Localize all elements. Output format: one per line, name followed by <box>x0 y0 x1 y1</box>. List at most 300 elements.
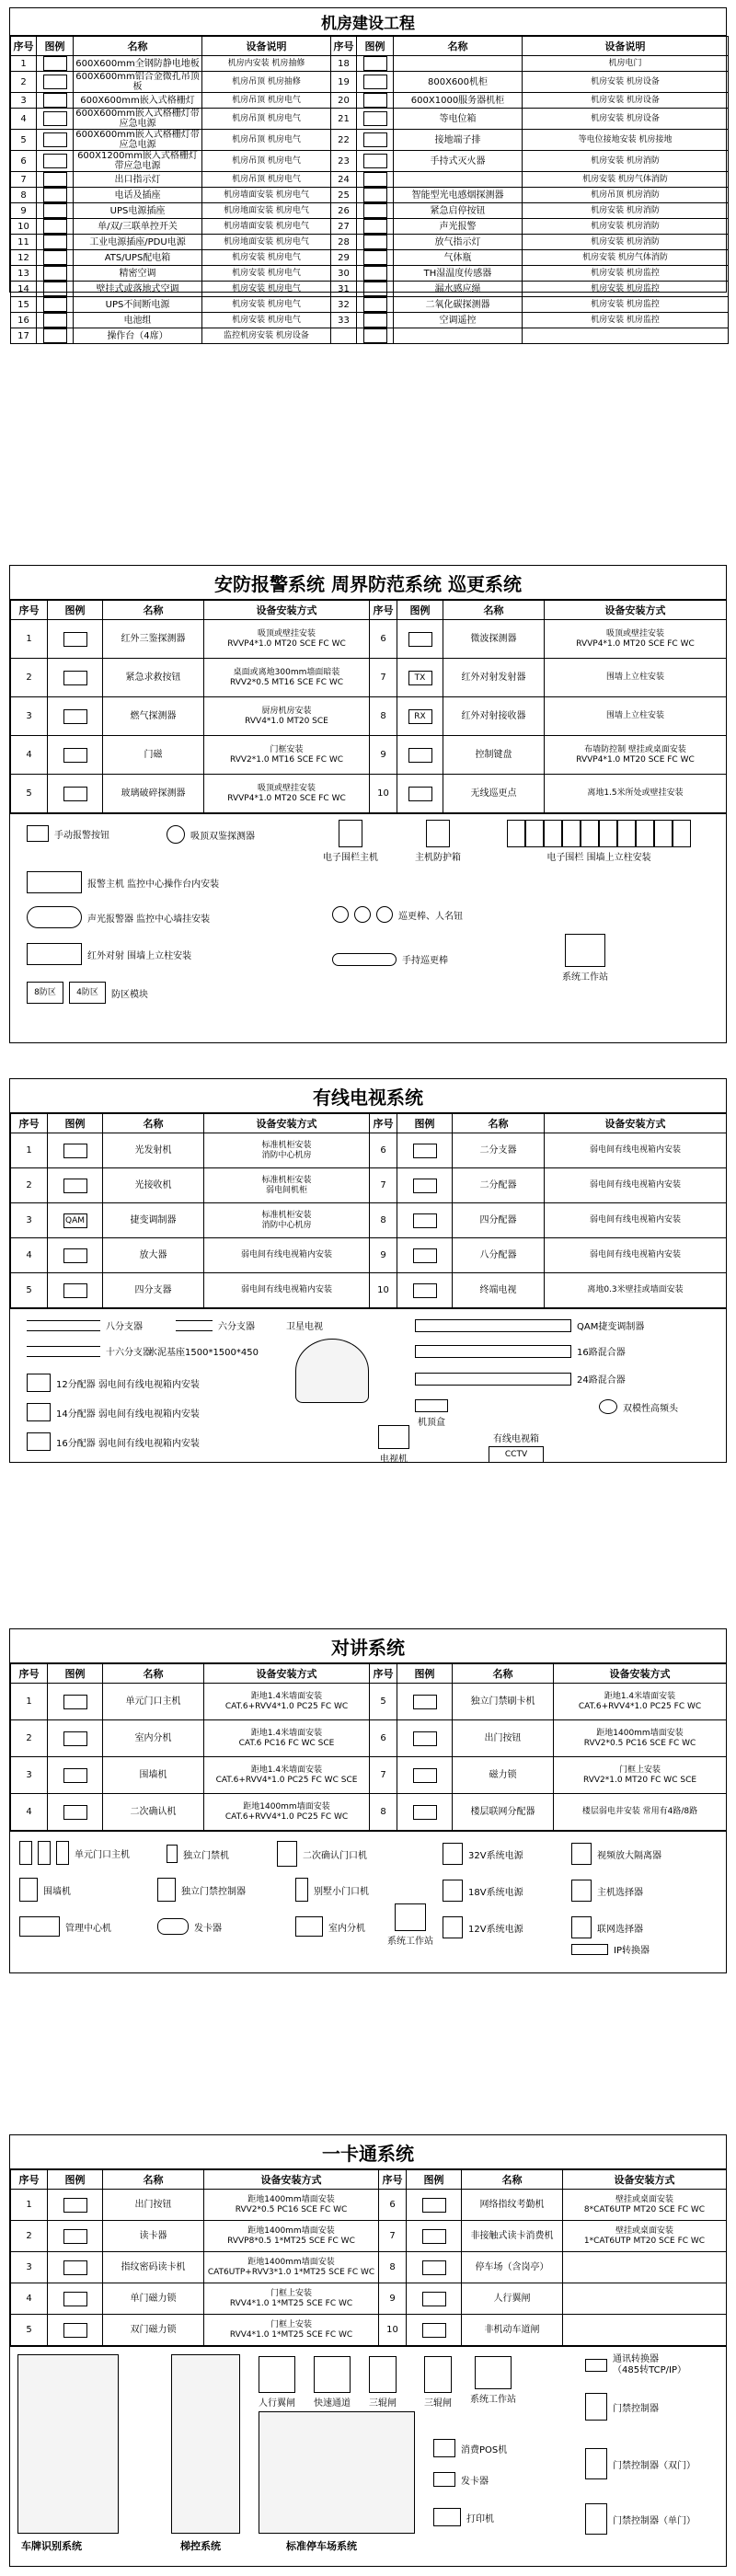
row-number: 1 <box>11 2190 48 2221</box>
column-header: 序号 <box>370 601 397 620</box>
device-symbol-icon <box>43 172 67 187</box>
device-symbol-icon <box>43 235 67 249</box>
row-number: 6 <box>379 2190 407 2221</box>
row-number: 27 <box>331 219 357 235</box>
device-name: 漏水感应绳 <box>394 282 523 297</box>
legend-symbol-cell <box>357 282 394 297</box>
legend-ip-converter <box>571 1942 650 1956</box>
legend-16-mixer <box>415 1344 626 1358</box>
sheet-title: 一卡通系统 <box>10 2135 726 2169</box>
legend-8-tap <box>27 1318 143 1332</box>
siren-icon <box>27 906 82 928</box>
zone-module-icon: 8防区 <box>27 982 63 1004</box>
table-row <box>11 172 729 188</box>
device-symbol-icon <box>63 671 87 685</box>
device-name: 终端电视 <box>453 1273 545 1308</box>
legend-symbol-cell <box>48 736 103 775</box>
device-name: 楼层联网分配器 <box>453 1794 554 1831</box>
table-header <box>11 601 727 620</box>
mgmt-center-icon <box>19 1916 60 1937</box>
sheet-title: 机房建设工程 <box>10 8 726 36</box>
sheet-security-alarm <box>9 565 727 1043</box>
device-symbol-icon <box>63 1283 87 1298</box>
beam-icon <box>27 943 82 965</box>
column-header: 序号 <box>11 1664 48 1684</box>
ceiling-detector-icon <box>167 825 185 844</box>
legend-label: 围墙机 <box>43 1886 71 1897</box>
legend-symbol-cell <box>48 697 103 736</box>
legend-printer <box>433 2508 494 2526</box>
legend-label: 单元门口主机 <box>75 1849 130 1860</box>
table-row <box>11 659 727 697</box>
device-symbol-icon <box>43 56 67 71</box>
row-number: 2 <box>11 72 37 93</box>
legend-label: IP转换器 <box>614 1946 650 1956</box>
row-number: 24 <box>331 172 357 188</box>
device-symbol-icon <box>422 2323 446 2338</box>
column-header: 序号 <box>370 1114 397 1133</box>
legend-label: 18V系统电源 <box>468 1887 523 1898</box>
device-name <box>394 328 523 344</box>
elevator-control-picture <box>171 2354 240 2534</box>
table-row <box>11 313 729 328</box>
device-name: 声光报警 <box>394 219 523 235</box>
parking-system-picture <box>259 2411 415 2534</box>
device-symbol-icon: TX <box>408 671 432 685</box>
row-number: 28 <box>331 235 357 250</box>
install-method: 吸顶或壁挂安装 RVVP4*1.0 MT20 SCE FC WC <box>204 620 370 659</box>
row-number: 13 <box>11 266 37 282</box>
zone-module-icon: 4防区 <box>69 982 106 1004</box>
table-row <box>11 2221 727 2252</box>
legend-label: 八分支器 <box>106 1322 143 1332</box>
legend-symbol-cell <box>48 1203 103 1238</box>
legend-ceiling-detector <box>167 825 255 844</box>
ip-converter-icon <box>571 1944 608 1955</box>
device-name: 紧急求救按钮 <box>103 659 204 697</box>
install-method: 标准机柜安装 消防中心机房 <box>204 1133 370 1168</box>
host-box-icon <box>426 820 450 847</box>
legend-symbol-cell <box>48 1720 103 1757</box>
row-number: 33 <box>331 313 357 328</box>
table-row <box>11 328 729 344</box>
legend-qam <box>415 1318 644 1332</box>
install-method: 弱电间有线电视箱内安装 <box>204 1273 370 1308</box>
legend-symbol-cell <box>397 1684 453 1720</box>
wall-unit-icon <box>19 1878 38 1902</box>
device-symbol-icon <box>63 2229 87 2244</box>
column-header: 名称 <box>453 1664 554 1684</box>
equipment-table <box>10 1663 727 1831</box>
legend-label: 16路混合器 <box>577 1348 626 1358</box>
row-number: 10 <box>379 2315 407 2346</box>
row-number: 29 <box>331 250 357 266</box>
legend-workstation <box>562 934 608 983</box>
device-symbol-icon <box>63 709 87 724</box>
row-number: 1 <box>11 620 48 659</box>
legend-label: 二次确认门口机 <box>303 1850 367 1861</box>
set-top-box-icon <box>415 1399 448 1412</box>
printer-icon <box>433 2508 461 2526</box>
install-method: 壁挂或桌面安装 8*CAT6UTP MT20 SCE FC WC <box>563 2190 727 2221</box>
install-method: 距地1400mm墙面安装 RVV2*0.5 PC16 SCE FC WC <box>204 2190 379 2221</box>
column-header: 图例 <box>357 37 394 56</box>
column-header: 图例 <box>397 1114 453 1133</box>
legend-caption: 标准停车场系统 <box>286 2540 357 2552</box>
row-number <box>331 328 357 344</box>
device-name: 围墙机 <box>103 1757 204 1794</box>
legend-wing-gate <box>259 2356 295 2409</box>
device-name: 指纹密码读卡机 <box>103 2252 204 2283</box>
device-symbol-icon <box>413 1695 437 1709</box>
device-name: 门磁 <box>103 736 204 775</box>
legend-symbol-cell <box>37 172 74 188</box>
legend-label: 吸顶双鉴探测器 <box>190 831 255 842</box>
column-header: 序号 <box>11 37 37 56</box>
legend-label: 主机防护箱 <box>415 853 461 863</box>
patrol-stick-icon <box>332 953 397 966</box>
row-number: 7 <box>379 2221 407 2252</box>
legend-unit-host <box>19 1841 130 1865</box>
install-method: 门框安装 RVV2*1.0 MT16 SCE FC WC <box>204 736 370 775</box>
install-method: 距地1.4米墙面安装 CAT.6+RVV4*1.0 PC25 FC WC <box>204 1684 370 1720</box>
device-symbol-icon <box>43 282 67 296</box>
legend-tv <box>378 1425 409 1465</box>
device-name: 600X600mm嵌入式格栅灯 <box>74 93 202 109</box>
legend-label: 手动报警按钮 <box>54 830 109 841</box>
install-method: 机房安装 机房设备 <box>523 72 729 93</box>
row-number: 3 <box>11 1757 48 1794</box>
install-method: 机房安装 机房电气 <box>202 282 331 297</box>
legend-alarm-host <box>27 871 219 893</box>
legend-label: 独立门禁控制器 <box>181 1886 246 1897</box>
legend-symbol-cell <box>48 2283 103 2315</box>
legend-16-splitter <box>27 1432 200 1451</box>
legend-manual-alarm <box>27 825 109 842</box>
access-controller-icon <box>585 2448 607 2479</box>
splitter-icon <box>27 1432 51 1451</box>
device-name: 放大器 <box>103 1238 204 1273</box>
legend-12-splitter <box>27 1374 200 1392</box>
column-header: 设备安装方式 <box>545 601 727 620</box>
install-method: 机房吊顶 机房电气 <box>202 130 331 151</box>
sheet-server-room <box>9 7 727 341</box>
device-symbol-icon <box>63 632 87 647</box>
device-name: UPS电源插座 <box>74 203 202 219</box>
device-name: 600X600mm全钢防静电地板 <box>74 56 202 72</box>
column-header: 设备说明 <box>202 37 331 56</box>
legend-symbol-cell <box>37 219 74 235</box>
legend-18v <box>443 1880 523 1902</box>
install-method: 机房安装 机房消防 <box>523 235 729 250</box>
row-number: 3 <box>11 2252 48 2283</box>
device-name: TH湿温度传感器 <box>394 266 523 282</box>
table-row <box>11 2315 727 2346</box>
install-method: 弱电间有线电视箱内安装 <box>545 1203 727 1238</box>
row-number: 7 <box>11 172 37 188</box>
splitter-icon <box>27 1374 51 1392</box>
table-header <box>11 37 729 56</box>
device-symbol-icon <box>422 2229 446 2244</box>
mixer-icon <box>415 1373 571 1386</box>
legend-symbol-cell <box>407 2283 462 2315</box>
device-name: 手持式灭火器 <box>394 151 523 172</box>
install-method: 机房安装 机房电气 <box>202 250 331 266</box>
row-number: 2 <box>11 2221 48 2252</box>
table-row <box>11 697 727 736</box>
install-method: 弱电间有线电视箱内安装 <box>204 1238 370 1273</box>
door-station-icon <box>38 1841 51 1865</box>
device-symbol-icon <box>413 1213 437 1228</box>
legend-symbol-cell <box>48 1133 103 1168</box>
legend-symbol-cell <box>397 1168 453 1203</box>
legend-symbol-cell <box>48 2315 103 2346</box>
power-supply-icon <box>443 1880 463 1902</box>
device-name: 放气指示灯 <box>394 235 523 250</box>
device-symbol-icon <box>363 297 387 312</box>
legend-tripod-2 <box>424 2356 452 2409</box>
install-method: 机房安装 机房消防 <box>523 203 729 219</box>
legend-symbol-cell <box>397 620 443 659</box>
row-number: 8 <box>370 1794 397 1831</box>
row-number: 3 <box>11 1203 48 1238</box>
speed-gate-icon <box>314 2356 351 2393</box>
row-number: 5 <box>11 1273 48 1308</box>
install-method: 机房安装 机房设备 <box>523 93 729 109</box>
device-symbol-icon <box>413 1248 437 1263</box>
satellite-dish-icon <box>295 1339 369 1403</box>
legend-label: 别墅小门口机 <box>314 1886 369 1897</box>
legend-host-box <box>415 820 461 863</box>
qam-modulator-icon <box>415 1319 571 1332</box>
legend-symbol-cell <box>37 72 74 93</box>
column-header: 名称 <box>103 601 204 620</box>
device-name: 室内分机 <box>103 1720 204 1757</box>
install-method: 机房墙面安装 机房电气 <box>202 188 331 203</box>
install-method: 机房吊顶 机房电气 <box>202 172 331 188</box>
device-name: 单/双/三联单控开关 <box>74 219 202 235</box>
column-header: 名称 <box>462 2170 563 2190</box>
device-name: ATS/UPS配电箱 <box>74 250 202 266</box>
install-method: 机房安装 机房监控 <box>523 282 729 297</box>
row-number: 21 <box>331 109 357 130</box>
column-header: 图例 <box>37 37 74 56</box>
legend-symbol-cell <box>48 1168 103 1203</box>
install-method: 机房内安装 机房抽修 <box>202 56 331 72</box>
legend-card-issuer <box>157 1918 222 1935</box>
legend-symbol-cell <box>397 736 443 775</box>
device-symbol-icon <box>63 1805 87 1820</box>
install-method: 机房安装 机房电气 <box>202 297 331 313</box>
legend-label: 通讯转换器 （485转TCP/IP） <box>613 2354 686 2375</box>
legend-symbol-cell <box>48 2190 103 2221</box>
legend-label: 红外对射 围墙上立柱安装 <box>87 950 192 961</box>
column-header: 图例 <box>397 1664 453 1684</box>
legend-label: 三辊闸 <box>369 2398 397 2409</box>
sheet-title: 有线电视系统 <box>10 1079 726 1113</box>
device-name: 磁力锁 <box>453 1757 554 1794</box>
door-station-icon <box>56 1841 69 1865</box>
door-station-icon <box>19 1841 32 1865</box>
install-method: 机房地面安装 机房电气 <box>202 235 331 250</box>
legend-beam <box>27 943 191 965</box>
device-name: 网络指纹考勤机 <box>462 2190 563 2221</box>
device-symbol-icon <box>363 328 387 343</box>
device-name: 操作台（4席） <box>74 328 202 344</box>
legend-symbol-cell <box>37 328 74 344</box>
device-symbol-icon <box>363 188 387 202</box>
device-name: 壁挂式或落地式空调 <box>74 282 202 297</box>
legend-symbol-cell <box>48 620 103 659</box>
row-number: 20 <box>331 93 357 109</box>
device-name: 红外对射接收器 <box>443 697 545 736</box>
device-name: 600X600mm铝合金微孔吊顶板 <box>74 72 202 93</box>
tripod-turnstile-icon <box>424 2356 452 2393</box>
device-name: 600X1000服务器机柜 <box>394 93 523 109</box>
legend-label: 发卡器 <box>461 2476 489 2487</box>
row-number: 4 <box>11 736 48 775</box>
tap-icon <box>176 1320 213 1331</box>
legend-symbol-cell <box>357 172 394 188</box>
device-symbol-icon <box>413 1179 437 1193</box>
legend-symbol-cell <box>397 1133 453 1168</box>
column-header: 序号 <box>11 1114 48 1133</box>
access-controller-icon <box>157 1878 176 1902</box>
device-symbol-icon <box>63 1248 87 1263</box>
device-symbol-icon <box>43 93 67 108</box>
table-row <box>11 282 729 297</box>
legend-16-tap <box>27 1344 152 1358</box>
install-method: 离地1.5米所处或壁挂安装 <box>545 775 727 813</box>
legend-24-mixer <box>415 1372 626 1386</box>
device-symbol-icon <box>63 787 87 801</box>
legend-symbol-cell <box>357 93 394 109</box>
plate-recognition-picture <box>17 2354 119 2534</box>
legend-symbol-cell <box>37 282 74 297</box>
legend-label: 水泥基座1500*1500*450 <box>148 1348 259 1358</box>
indoor-unit-icon <box>295 1916 323 1937</box>
legend-symbol-cell <box>37 297 74 313</box>
legend-symbol-cell <box>407 2252 462 2283</box>
device-name: 捷变调制器 <box>103 1203 204 1238</box>
device-symbol-icon <box>63 2292 87 2306</box>
device-symbol-icon <box>63 2323 87 2338</box>
row-number: 7 <box>370 1168 397 1203</box>
legend-label: 16分配器 弱电间有线电视箱内安装 <box>56 1438 200 1449</box>
install-method: 围墙上立柱安装 <box>545 697 727 736</box>
legend-caption: 车牌识别系统 <box>21 2540 82 2552</box>
install-method <box>563 2315 727 2346</box>
install-method: 机房吊顶 机房消防 <box>523 188 729 203</box>
legend-label: 打印机 <box>466 2513 494 2524</box>
legend-symbol-cell <box>407 2315 462 2346</box>
table-row <box>11 109 729 130</box>
device-name: 玻璃破碎探测器 <box>103 775 204 813</box>
install-method: 距地1.4米墙面安装 CAT.6 PC16 FC WC SCE <box>204 1720 370 1757</box>
legend-symbol-cell <box>357 56 394 72</box>
device-name: 出口指示灯 <box>74 172 202 188</box>
install-method: 吸顶或壁挂安装 RVVP4*1.0 MT20 SCE FC WC <box>204 775 370 813</box>
device-symbol-icon <box>43 297 67 312</box>
install-method: 弱电间有线电视箱内安装 <box>545 1238 727 1273</box>
row-number: 23 <box>331 151 357 172</box>
column-header: 名称 <box>103 2170 204 2190</box>
table-row <box>11 266 729 282</box>
legend-card-issuer <box>433 2472 489 2487</box>
row-number: 32 <box>331 297 357 313</box>
device-symbol-icon <box>43 132 67 147</box>
table-row <box>11 1720 727 1757</box>
device-name: 600X1200mm嵌入式格栅灯带应急电源 <box>74 151 202 172</box>
fence-icon <box>507 820 691 847</box>
table-row <box>11 1168 727 1203</box>
legend-label: 防区模块 <box>111 989 148 1000</box>
device-symbol-icon: QAM <box>63 1213 87 1228</box>
row-number: 9 <box>379 2283 407 2315</box>
tap-icon <box>27 1346 100 1357</box>
table-row <box>11 188 729 203</box>
legend-satellite <box>286 1318 323 1332</box>
device-symbol-icon <box>63 1731 87 1746</box>
device-symbol-icon <box>43 266 67 281</box>
legend-access-ctrl-single <box>585 2503 696 2535</box>
row-number: 14 <box>11 282 37 297</box>
row-number: 5 <box>11 130 37 151</box>
row-number: 5 <box>11 775 48 813</box>
row-number: 2 <box>11 1168 48 1203</box>
column-header: 序号 <box>379 2170 407 2190</box>
legend-symbol-cell <box>357 313 394 328</box>
device-symbol-icon <box>422 2292 446 2306</box>
table-row <box>11 1273 727 1308</box>
legend-symbol-cell <box>397 659 443 697</box>
column-header: 序号 <box>11 2170 48 2190</box>
row-number: 11 <box>11 235 37 250</box>
legend-label: 电子围栏 围墙上立柱安装 <box>546 853 651 863</box>
table-header <box>11 1664 727 1684</box>
confirm-host-icon <box>277 1841 297 1867</box>
device-name: 双门磁力锁 <box>103 2315 204 2346</box>
legend-symbol-cell <box>37 266 74 282</box>
row-number: 18 <box>331 56 357 72</box>
device-symbol-icon <box>413 1768 437 1783</box>
row-number: 6 <box>11 151 37 172</box>
device-symbol-icon <box>363 132 387 147</box>
install-method: 机房吊顶 机房抽修 <box>202 72 331 93</box>
legend-cable-box <box>489 1431 544 1463</box>
villa-unit-icon <box>295 1878 308 1902</box>
legend-speed-gate <box>314 2356 351 2409</box>
workstation-icon <box>565 934 605 967</box>
install-method: 距地1400mm墙面安装 RVV2*0.5 PC16 SCE FC WC <box>554 1720 727 1757</box>
device-symbol-icon <box>363 235 387 249</box>
video-amp-icon <box>571 1843 592 1865</box>
device-symbol-icon <box>363 313 387 328</box>
legend-symbol-cell <box>397 1273 453 1308</box>
device-name <box>394 172 523 188</box>
legend-patrol-stick <box>332 952 448 966</box>
table-row <box>11 151 729 172</box>
row-number: 4 <box>11 1238 48 1273</box>
legend-label: 独立门禁机 <box>183 1850 229 1861</box>
row-number: 8 <box>370 697 397 736</box>
legend-label: 门禁控制器（双门） <box>613 2460 696 2471</box>
column-header: 序号 <box>370 1664 397 1684</box>
legend-12v <box>443 1916 523 1938</box>
legend-symbol-cell <box>37 93 74 109</box>
device-name: 八分配器 <box>453 1238 545 1273</box>
install-method <box>523 328 729 344</box>
